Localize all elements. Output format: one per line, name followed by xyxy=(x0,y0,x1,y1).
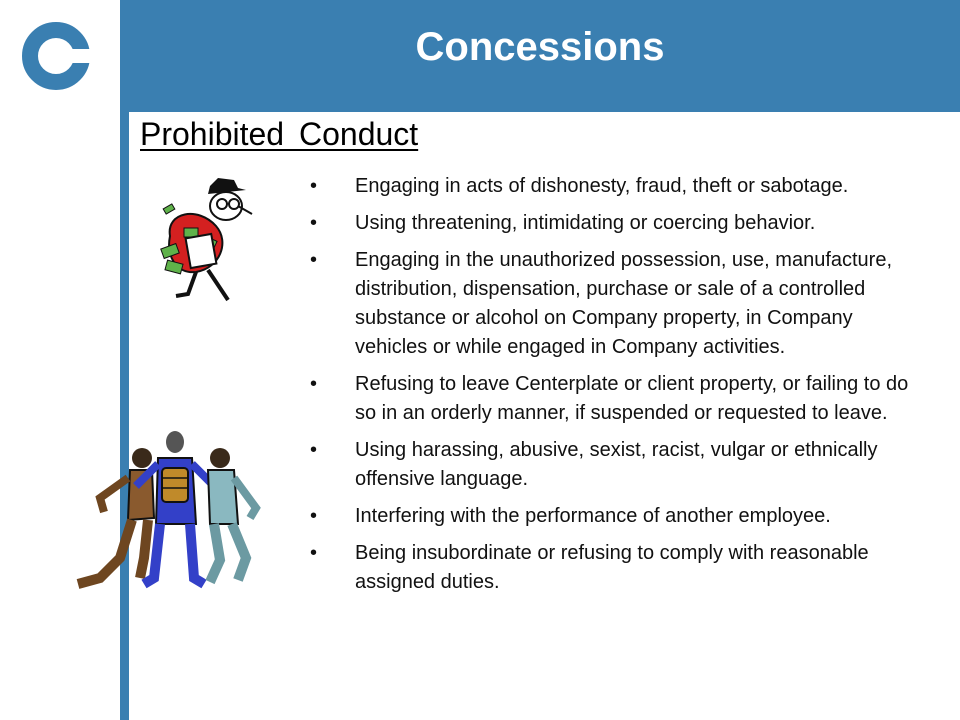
section-heading: Prohibited Conduct xyxy=(140,116,419,152)
list-item-text: Interfering with the performance of another employee. xyxy=(355,505,831,527)
bullet-marker: • xyxy=(310,505,318,527)
bullet-marker: • xyxy=(310,212,318,234)
list-item xyxy=(310,209,910,238)
c-logo-icon xyxy=(22,22,90,90)
list-item xyxy=(310,436,910,494)
prohibited-conduct-list xyxy=(310,172,910,605)
thief-with-money-icon xyxy=(158,176,258,304)
list-item xyxy=(310,539,910,597)
list-item-text: Refusing to leave Centerplate or client property, or failing to do so in an orderly manner, if suspended or requested to leave. xyxy=(355,373,909,424)
list-item xyxy=(310,502,910,531)
list-item-text: Being insubordinate or refusing to comply with reasonable assigned duties. xyxy=(355,542,869,593)
list-item-text: Using harassing, abusive, sexist, racist, vulgar or ethnically offensive language. xyxy=(355,439,878,490)
bullet-marker: • xyxy=(310,542,318,564)
list-item-text: Engaging in acts of dishonesty, fraud, theft or sabotage. xyxy=(355,175,849,197)
bullet-marker: • xyxy=(310,175,318,197)
bullet-marker: • xyxy=(310,373,318,395)
list-item xyxy=(310,172,910,201)
list-item xyxy=(310,370,910,428)
list-item xyxy=(310,246,910,362)
title-bar xyxy=(120,0,960,112)
page-title: Concessions xyxy=(415,24,665,69)
list-item-text: Engaging in the unauthorized possession, use, manufacture, distribution, dispensation, purchase or sale of a controlled substance or alcohol on Company property, in Company vehicles or while engaged in Company activities. xyxy=(355,249,893,358)
bullet-marker: • xyxy=(310,439,318,461)
list-item-text: Using threatening, intimidating or coercing behavior. xyxy=(355,212,816,234)
security-guards-icon xyxy=(70,428,265,596)
bullet-marker: • xyxy=(310,249,318,271)
left-sidebar xyxy=(0,0,120,720)
